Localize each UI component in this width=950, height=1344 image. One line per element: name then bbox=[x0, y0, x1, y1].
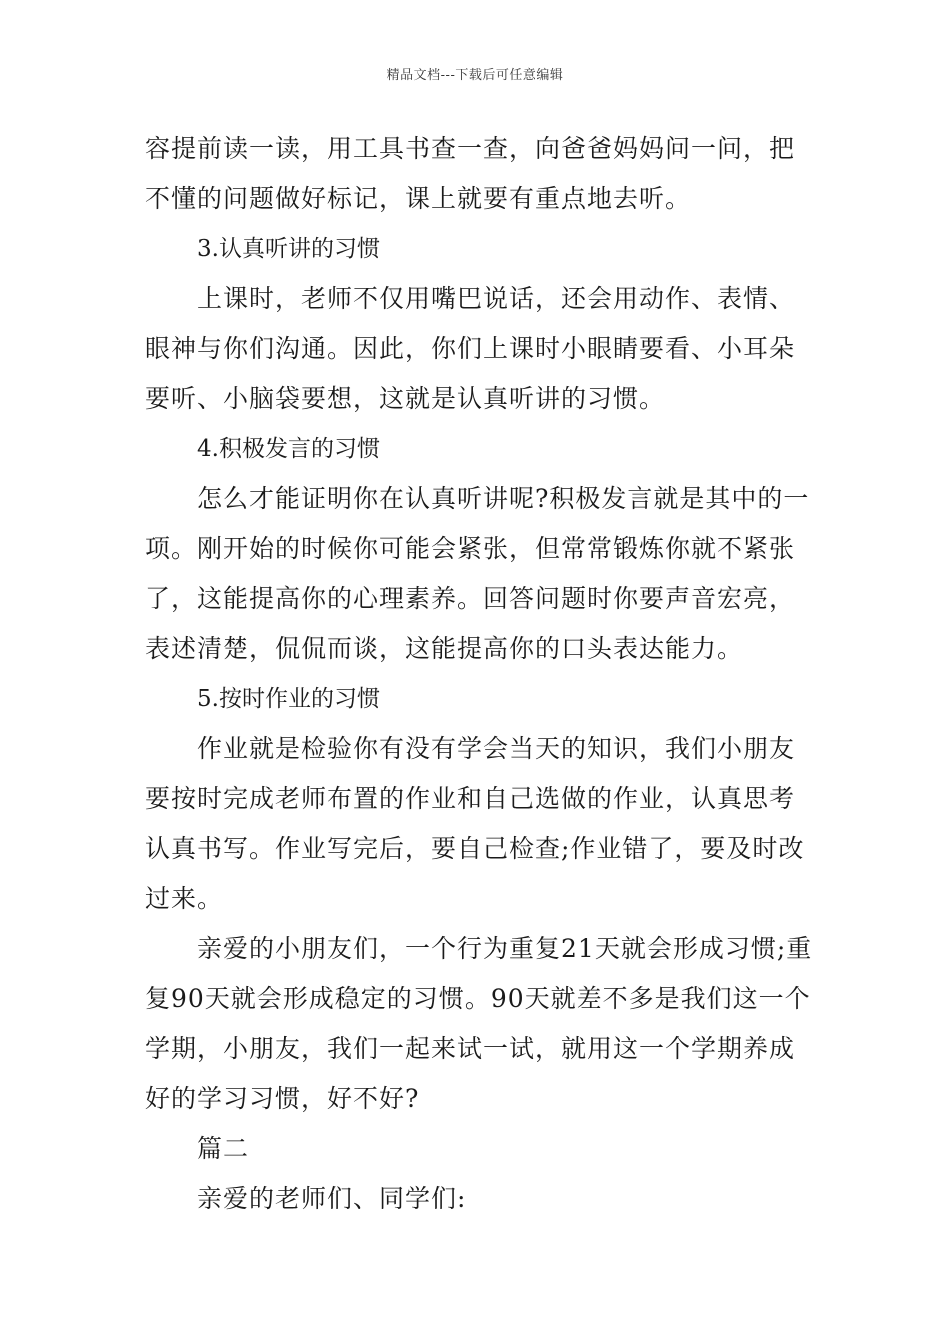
text-line: 了，这能提高你的心理素养。回答问题时你要声音宏亮， bbox=[145, 584, 796, 613]
page-header: 精品文档---下载后可任意编辑 bbox=[386, 68, 564, 83]
text-line: 亲爱的老师们、同学们: bbox=[197, 1184, 467, 1213]
text-line: 过来。 bbox=[145, 884, 224, 913]
text-line: 复90天就会形成稳定的习惯。90天就差不多是我们这一个 bbox=[145, 984, 811, 1013]
text-line: 不懂的问题做好标记，课上就要有重点地去听。 bbox=[145, 184, 692, 213]
text-line: 项。刚开始的时候你可能会紧张，但常常锻炼你就不紧张 bbox=[145, 534, 796, 563]
section-heading: 3.认真听讲的习惯 bbox=[197, 236, 380, 262]
text-line: 要按时完成老师布置的作业和自己选做的作业，认真思考 bbox=[145, 784, 796, 813]
text-line: 亲爱的小朋友们，一个行为重复21天就会形成习惯;重 bbox=[197, 934, 813, 963]
text-line: 怎么才能证明你在认真听讲呢?积极发言就是其中的一 bbox=[197, 484, 810, 513]
section-heading: 4.积极发言的习惯 bbox=[197, 436, 380, 462]
text-line: 篇二 bbox=[197, 1134, 250, 1163]
text-line: 上课时，老师不仅用嘴巴说话，还会用动作、表情、 bbox=[197, 284, 796, 313]
document-body bbox=[145, 124, 813, 1224]
section-heading: 5.按时作业的习惯 bbox=[197, 686, 380, 712]
text-line: 认真书写。作业写完后，要自己检查;作业错了，要及时改 bbox=[145, 834, 805, 863]
text-line: 表述清楚，侃侃而谈，这能提高你的口头表达能力。 bbox=[145, 634, 744, 663]
text-line: 学期，小朋友，我们一起来试一试，就用这一个学期养成 bbox=[145, 1034, 796, 1063]
text-line: 作业就是检验你有没有学会当天的知识，我们小朋友 bbox=[197, 734, 796, 763]
text-line: 好的学习习惯，好不好? bbox=[145, 1084, 420, 1113]
text-line: 眼神与你们沟通。因此，你们上课时小眼睛要看、小耳朵 bbox=[145, 334, 796, 363]
text-line: 要听、小脑袋要想，这就是认真听讲的习惯。 bbox=[145, 384, 666, 413]
text-line: 容提前读一读，用工具书查一查，向爸爸妈妈问一问，把 bbox=[145, 134, 796, 163]
